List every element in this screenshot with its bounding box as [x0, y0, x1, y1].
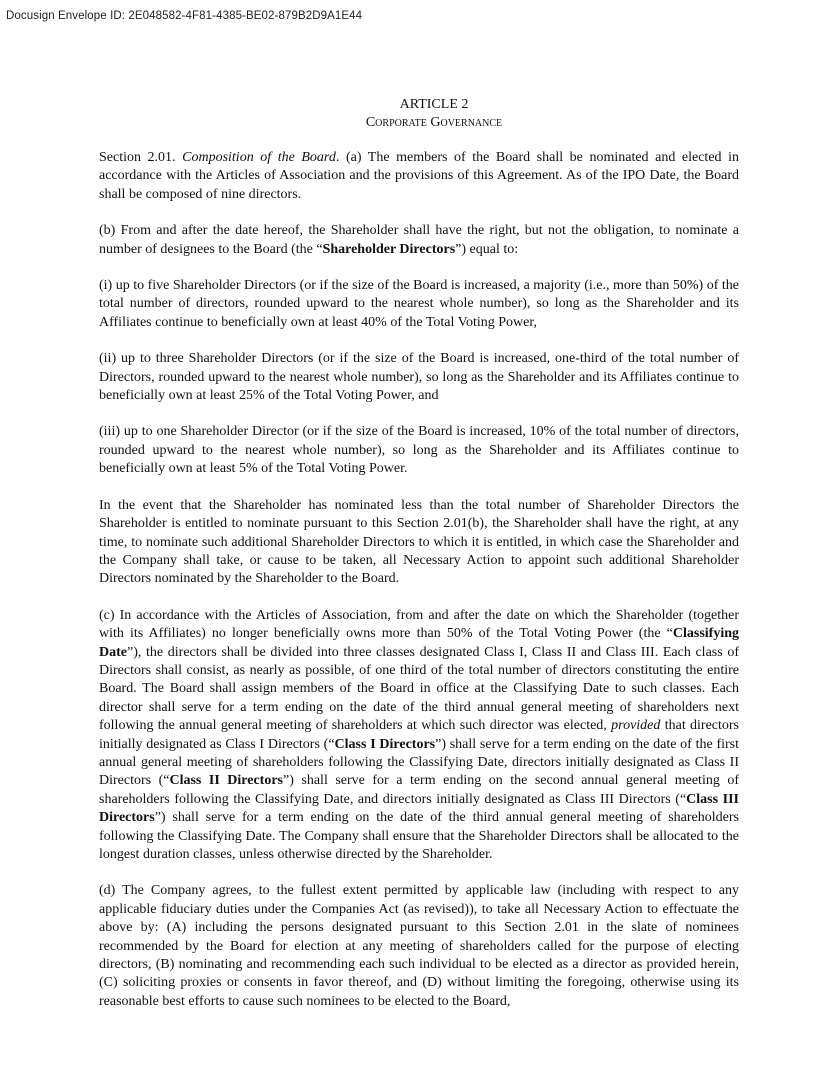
article-title: Corporate Governance: [365, 115, 503, 130]
paragraph-c-text-2: ”), the directors shall be divided into three classes designated Class I, Class II and Class III. Each class of Directors shall consist, as nearly as possible, of one third of the total number of directors constituting the entire Board. The Board shall assign members of the Board in office at the Classifying Date to such classes. Each director shall serve for a term ending on the date of the third annual general meeting of shareholders next following the annual general meeting of shareholders at which such director was elected,: [99, 644, 739, 734]
docusign-envelope-id: Docusign Envelope ID: 2E048582-4F81-4385-BE02-879B2D9A1E44: [6, 10, 363, 22]
paragraph-c-text-6: ”) shall serve for a term ending on the date of the third annual general meeting of shareholders following the Classifying Date. The Company shall ensure that the Shareholder Directors shall be allocated to the longest duration classes, unless otherwise directed by the Shareholder.: [99, 810, 739, 862]
provided-italic: provided: [611, 718, 661, 734]
document-page: [99, 96, 739, 1011]
paragraph-b-text-after: ”) equal to:: [455, 241, 519, 257]
article-number: ARTICLE 2: [399, 97, 469, 112]
paragraph-b: [99, 222, 739, 259]
paragraph-c: [99, 607, 739, 865]
section-label: Section 2.01.: [99, 150, 183, 165]
paragraph-b-text-before: (b) From and after the date hereof, the Shareholder shall have the right, but not the obligation, to nominate a number of designees to the Board (the “: [99, 223, 739, 257]
paragraph-c-text-1: (c) In accordance with the Articles of Association, from and after the date on which the Shareholder (together with its Affiliates) no longer beneficially owns more than 50% of the Total Voting Power (the “: [99, 607, 739, 642]
defined-term-class-iii-directors: Class III Directors: [99, 791, 739, 826]
paragraph-c-text-4: ”) shall serve for a term ending on the date of the first annual general meeting of shareholders following the Classifying Date, directors initially designated as Class II Directors (“: [99, 736, 739, 789]
paragraph-c-text-5: ”) shall serve for a term ending on the second annual general meeting of shareholders following the Classifying Date, and directors initially designated as Class III Directors (“: [99, 773, 740, 807]
defined-term-classifying-date: Classifying Date: [99, 626, 739, 660]
section-title: Composition of the Board: [182, 150, 336, 165]
item-iii: (iii) up to one Shareholder Director (or if the size of the Board is increased, 10% of the total number of directors, rounded upward to the nearest whole number), so long as the Shareholder and its Affiliates continue to beneficially own at least 5% of the Total Voting Power.: [99, 424, 739, 477]
paragraph-2-01-a: [99, 149, 739, 204]
defined-term-shareholder-directors: Shareholder Directors: [322, 241, 456, 257]
item-ii: (ii) up to three Shareholder Directors (or if the size of the Board is increased, one-third of the total number of Directors, rounded upward to the nearest whole number), so long as the Shareholder and its Affiliates continue to beneficially own at least 25% of the Total Voting Power, and: [99, 351, 739, 404]
event-paragraph: In the event that the Shareholder has nominated less than the total number of Shareholder Directors the Shareholder is entitled to nominate pursuant to this Section 2.01(b), the Shareholder shall have the right, at any time, to nominate such additional Shareholder Directors to which it is entitled, in which case the Shareholder and the Company shall take, or cause to be taken, all Necessary Action to appoint such additional Shareholder Directors nominated by the Shareholder to the Board.: [99, 497, 739, 587]
item-i: (i) up to five Shareholder Directors (or if the size of the Board is increased, a majority (i.e., more than 50%) of the total number of directors, rounded upward to the nearest whole number), so long as the Shareholder and its Affiliates continue to beneficially own at least 40% of the Total Voting Power,: [99, 278, 739, 330]
paragraph-a-text: . (a) The members of the Board shall be nominated and elected in accordance with the Articles of Association and the provisions of this Agreement. As of the IPO Date, the Board shall be composed of nine directors.: [99, 150, 739, 202]
paragraph-d: (d) The Company agrees, to the fullest extent permitted by applicable law (including with respect to any applicable fiduciary duties under the Companies Act (as revised)), to take all Necessary Action to effectuate the above by: (A) including the persons designated pursuant to this Section 2.01 in the slate of nominees recommended by the Board for election at any meeting of shareholders called for the purpose of electing directors, (B) nominating and recommending each such individual to be elected as a director as provided herein, (C) soliciting proxies or consents in favor thereof, and (D) without limiting the foregoing, otherwise using its reasonable best efforts to cause such nominees to be elected to the Board,: [99, 883, 739, 1009]
paragraph-c-text-3: that directors initially designated as Class I Directors (“: [99, 718, 740, 752]
defined-term-class-i-directors: Class I Directors: [334, 736, 436, 752]
defined-term-class-ii-directors: Class II Directors: [169, 773, 284, 789]
